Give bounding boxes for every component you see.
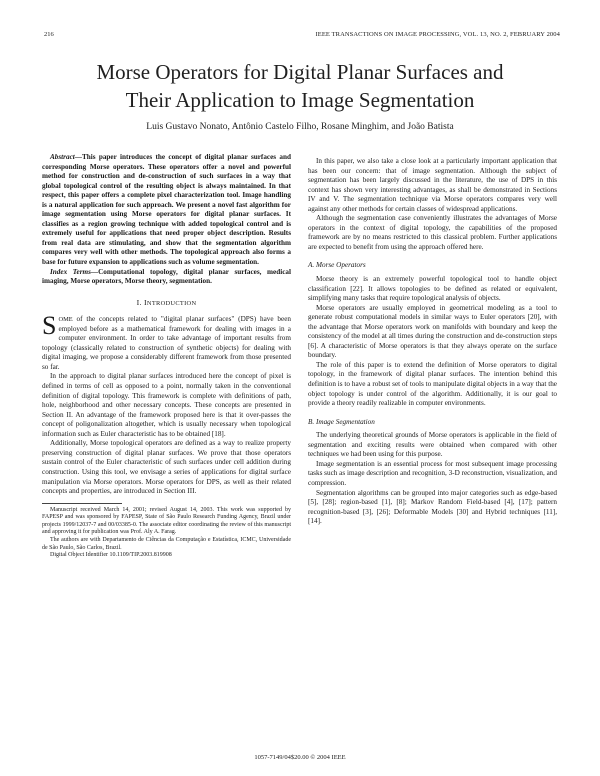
section-numeral: I. (136, 297, 142, 307)
intro-p1-text: of the concepts related to "digital planar surfaces" (DPS) have been employed before as a mathematical framework for dealing with images in a computer environment. In order to take advantage of important results from topology (classically related to construction of synthetic objects) for dealing with digital imaging, we propose a considerably different framework from those presented so far. (42, 315, 291, 371)
morse-paragraph-3: The role of this paper is to extend the definition of Morse operators to digital topology, in the framework of digital planar surfaces. The intention behind this definition is to have a robust set of tools to manipulate digital objects in a way that the object topology is under control of the algorithm. Additionally, it is our goal to provide a theory readily realizable in computer environments. (308, 360, 557, 408)
subsection-heading-b: B. Image Segmentation (308, 417, 375, 426)
title-line-2: Their Application to Image Segmentation (125, 88, 475, 112)
drop-cap-rest: OME (58, 316, 73, 324)
section-title-first: I (144, 297, 147, 307)
subsection-heading-a: A. Morse Operators (308, 261, 366, 270)
intro-paragraph-3: Additionally, Morse topological operators are defined as a way to realize property preserving construction of digital planar surfaces. We prove that those operators sustain control of the Euler characteristic of such surfaces under cell addition during construction. Using this tool, we envisage a series of applications for digital surface manipulation via Morse operators. Morse operators for DPS, as well as their related concepts and properties, are introduced in Section III. (42, 439, 291, 496)
footnote-rule (42, 503, 122, 504)
abstract-lead: Abstract— (50, 153, 82, 161)
authors: Luis Gustavo Nonato, Antônio Castelo Filho, Rosane Minghim, and João Batista (146, 122, 454, 132)
title-line-1: Morse Operators for Digital Planar Surfaces and (96, 60, 504, 84)
abstract-text: This paper introduces the concept of digital planar surfaces and corresponding Morse operators. These operators offer a novel and powerful method for construction and de-construction of such surfaces in a way that global topological control of the resulting object is always maintained. In that respect, this paper offers a complete pixel characterization tool. Image handling is a natural application for such approach. We present a novel fast algorithm for image segmentation using Morse operators for digital planar surfaces. It classifies as a region growing technique with added topological control and is extremely useful for applications that need proper object description. Results from real data are stimulating, and show that the segmentation algorithm compares very well with other methods. The topological approach also forms a base for future expansion to applications such as volume segmentation. (42, 153, 291, 267)
copyright-footer: 1057-7149/04$20.00 © 2004 IEEE (254, 754, 346, 761)
footnote-doi: Digital Object Identifier 10.1109/TIP.2003.819908 (50, 552, 172, 559)
right-paragraph-2: Although the segmentation case conveniently illustrates the advantages of Morse operators in the context of digital topology, the capabilities of the proposed framework are by no means restricted to this classical problem. Further applications are expected to benefit from using the approach offered here. (308, 214, 557, 251)
paper-title (40, 58, 560, 114)
abstract (42, 153, 291, 268)
running-head: IEEE TRANSACTIONS ON IMAGE PROCESSING, VOL. 13, NO. 2, FEBRUARY 2004 (315, 31, 560, 38)
intro-paragraph-1 (42, 311, 291, 372)
segmentation-paragraph-1: The underlying theoretical grounds of Morse operators is applicable in the field of segmentation and exciting results were obtained when compared with other techniques we had been using for this purpose. (308, 431, 557, 459)
morse-paragraph-1: Morse theory is an extremely powerful topological tool to handle object classification [22]. It allows topologies to be defined as related or equivalent, simplifying many tasks that require topological analysis of objects. (308, 275, 557, 303)
segmentation-paragraph-3: Segmentation algorithms can be grouped into major categories such as edge-based [5], [28]; region-based [1], [8]; Markov Random Field-based [4], [17]; pattern recognition-based [3], [26]; Deformable Models [30] and Hybrid techniques [11], [14]. (308, 488, 557, 526)
intro-paragraph-2: In the approach to digital planar surfaces introduced here the concept of pixel is defined in terms of cell as opposed to a point, normally taken in the conventional definition of digital topology. This framework is complete with definitions of path, hole, neighborhood and other necessary concepts. These concepts are presented in Section II. An advantage of the framework proposed here is that it over-passes the concept of poligonalization altogether, which is usually necessary when topological information such as Euler characteristic has to be obtained [18]. (42, 372, 291, 438)
section-title-rest: NTRODUCTION (146, 299, 197, 307)
page-number: 216 (44, 31, 54, 38)
drop-cap: S (42, 311, 57, 341)
footnote-affiliation: The authors are with Departamento de Ciências da Computação e Estatística, ICMC, Universidade de São Paulo, São Carlos, Brazil. (42, 536, 291, 551)
left-column (42, 153, 291, 560)
morse-paragraph-2: Morse operators are usually employed in geometrical modeling as a tool to generate robust computational models in similar ways to Euler operators [20], with the advantage that Morse operators work on manifolds with boundary and keep the consistency of the model at all times during the construction and de-construction steps [6]. A characteristic of Morse operators is that they always operate on the surface boundary. (308, 303, 557, 360)
index-terms-text: Computational topology, digital planar surfaces, medical imaging, Morse operators, Morse theory, segmentation. (42, 267, 291, 286)
index-terms-lead: Index Terms— (50, 267, 99, 276)
footnote-manuscript: Manuscript received March 14, 2001; revised August 14, 2003. This work was supported by FAPESP and was sponsored by FAPESP, State of São Paulo Research Funding Agency, Brazil under projects 1999/12037-7 and 00/03385-0. The associate editor coordinating the review of this manuscript and approving it for publication was Prof. Aly A. Farag. (42, 506, 291, 536)
section-heading (42, 298, 291, 309)
index-terms (42, 268, 291, 287)
segmentation-paragraph-2: Image segmentation is an essential process for most subsequent image processing tasks such as image description and recognition, 3-D reconstruction, visualization, and compression. (308, 459, 557, 487)
right-paragraph-1: In this paper, we also take a close look at a particularly important application that has been our concern: that of image segmentation. Although the subject of segmentation has been largely discussed in the literature, the use of DPS in this context has shown very interesting advantages, as shall be demonstrated in Sections IV and V. The segmentation technique via Morse operators compares very well against any other methods for certain classes of widespread applications. (308, 157, 557, 213)
right-column (308, 157, 557, 527)
